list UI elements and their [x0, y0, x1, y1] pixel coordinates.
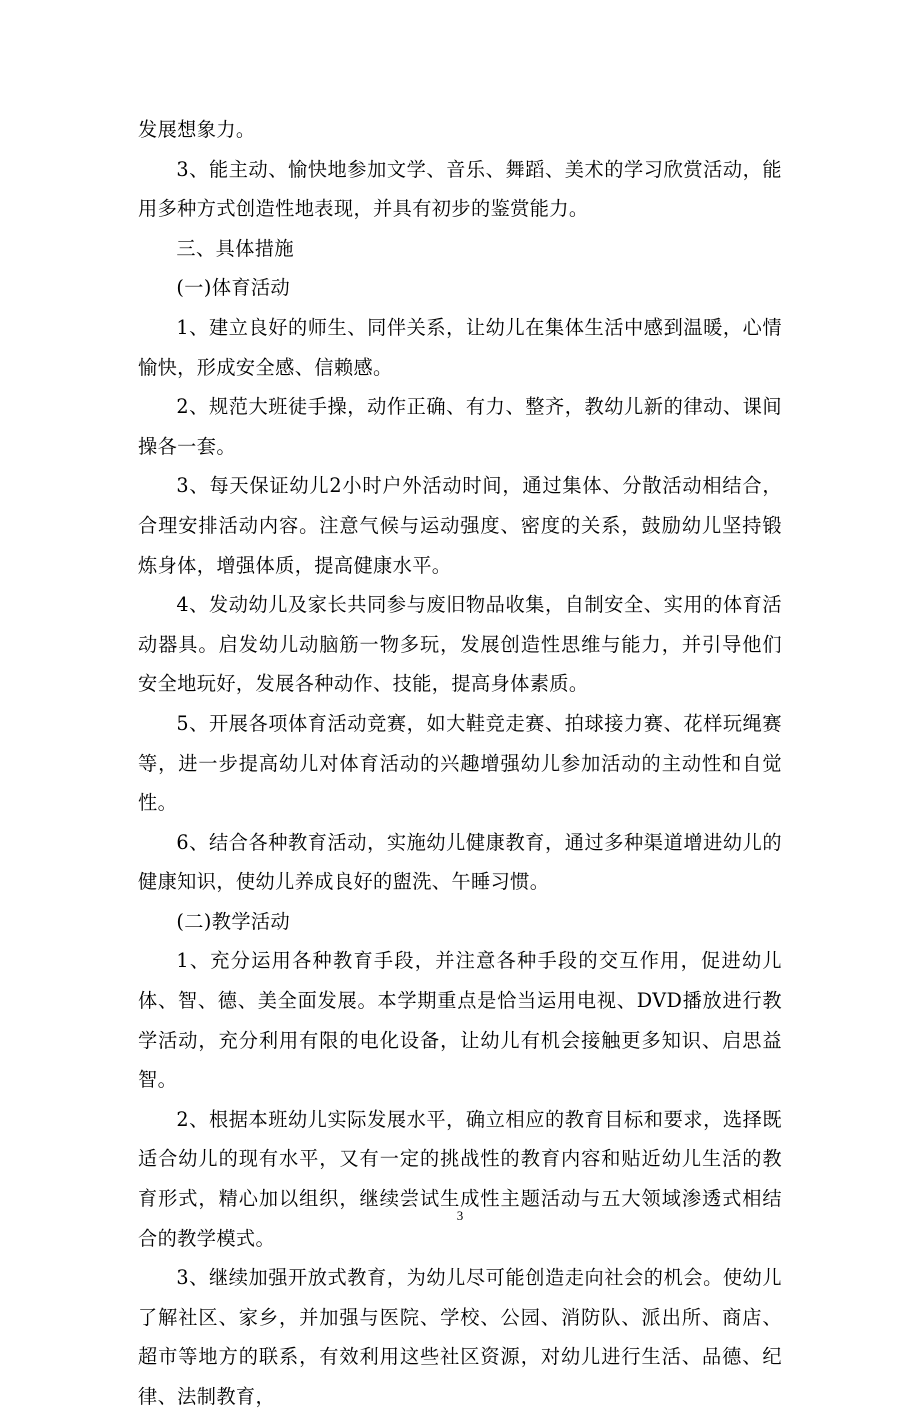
section-heading-measures: 三、具体措施	[176, 236, 294, 260]
paragraph-sports-2: 2、规范大班徒手操，动作正确、有力、整齐，教幼儿新的律动、课间操各一套。	[138, 395, 782, 458]
paragraph-teaching-2: 2、根据本班幼儿实际发展水平，确立相应的教育目标和要求，选择既适合幼儿的现有水平，又有一定的挑战性的教育内容和贴近幼儿生活的教育形式，精心加以组织，继续尝试生成性主题活动与五大领域渗透式相结合的教学模式。	[138, 1107, 782, 1250]
paragraph-teaching-1: 1、充分运用各种教育手段，并注意各种手段的交互作用，促进幼儿体、智、德、美全面发展。本学期重点是恰当运用电视、DVD播放进行教学活动，充分利用有限的电化设备，让幼儿有机会接触更多知识、启思益智。	[138, 949, 782, 1092]
paragraph-sports-5: 5、开展各项体育活动竞赛，如大鞋竞走赛、拍球接力赛、花样玩绳赛等，进一步提高幼儿对体育活动的兴趣增强幼儿参加活动的主动性和自觉性。	[138, 711, 782, 815]
paragraph-sports-1: 1、建立良好的师生、同伴关系，让幼儿在集体生活中感到温暖，心情愉快，形成安全感、信赖感。	[138, 315, 782, 379]
paragraph-teaching-3: 3、继续加强开放式教育，为幼儿尽可能创造走向社会的机会。使幼儿了解社区、家乡，并加强与医院、学校、公园、消防队、派出所、商店、超市等地方的联系，有效利用这些社区资源，对幼儿进行生活、品德、纪律、法制教育，	[138, 1266, 782, 1408]
paragraph-continuation: 发展想象力。	[138, 118, 256, 141]
page-number: 3	[456, 1208, 464, 1223]
paragraph-sports-4: 4、发动幼儿及家长共同参与废旧物品收集，自制安全、实用的体育活动器具。启发幼儿动脑筋一物多玩，发展创造性思维与能力，并引导他们安全地玩好，发展各种动作、技能，提高身体素质。	[138, 593, 782, 696]
paragraph-sports-3: 3、每天保证幼儿2小时户外活动时间，通过集体、分散活动相结合，合理安排活动内容。注意气候与运动强度、密度的关系，鼓励幼儿坚持锻炼身体，增强体质，提高健康水平。	[138, 474, 782, 577]
subheading-sports: (一)体育活动	[176, 276, 291, 300]
subheading-teaching: (二)教学活动	[176, 909, 291, 933]
paragraph-sports-6: 6、结合各种教育活动，实施幼儿健康教育，通过多种渠道增进幼儿的健康知识，使幼儿养成良好的盥洗、午睡习惯。	[138, 830, 782, 894]
paragraph-goal-3: 3、能主动、愉快地参加文学、音乐、舞蹈、美术的学习欣赏活动，能用多种方式创造性地表现，并具有初步的鉴赏能力。	[138, 157, 782, 221]
